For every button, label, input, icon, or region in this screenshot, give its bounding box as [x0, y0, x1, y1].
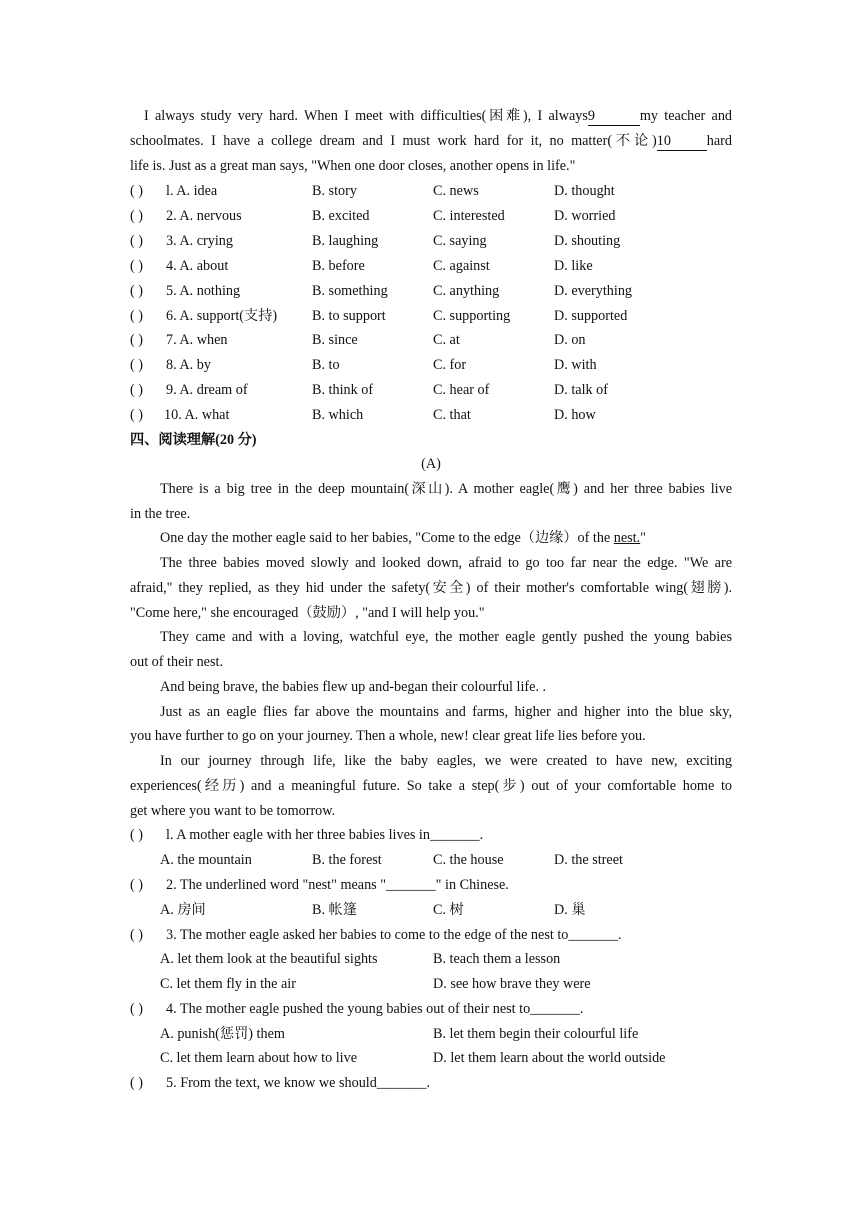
option-c: C. anything	[433, 283, 500, 299]
option-d: D. supported	[554, 308, 628, 324]
passage-line: "Come here," she encouraged（鼓励）, "and I will help you."	[130, 605, 485, 621]
question-text: l. A mother eagle with her three babies lives in_______.	[166, 827, 484, 843]
reading-question-stem	[130, 1071, 732, 1096]
underlined-word-nest: nest.	[613, 530, 641, 546]
option-d: D. worried	[554, 208, 616, 224]
cloze-question-row	[130, 328, 732, 353]
option-b: B. the forest	[312, 852, 382, 868]
option-a: 7. A. when	[166, 332, 228, 348]
reading-question-stem	[130, 923, 732, 948]
option-c: C. against	[433, 258, 490, 274]
intro-text: my teacher and	[639, 108, 733, 124]
option-a: A. 房间	[160, 902, 206, 918]
option-d: D. the street	[554, 852, 623, 868]
answer-paren: ( )	[130, 827, 143, 843]
option-c: C. the house	[433, 852, 504, 868]
passage-line: The three babies moved slowly and looked down, afraid to go too far near the edge. "We are	[160, 555, 732, 571]
answer-paren: ( )	[130, 407, 143, 423]
answer-paren: ( )	[130, 382, 143, 398]
cloze-question-row	[130, 378, 732, 403]
option-d: D. 巢	[554, 902, 586, 918]
option-b: B. something	[312, 283, 388, 299]
passage-line: out of their nest.	[130, 654, 223, 670]
option-d: D. see how brave they were	[433, 976, 591, 992]
option-b: B. excited	[312, 208, 370, 224]
option-a: 8. A. by	[166, 357, 211, 373]
passage-line: In our journey through life, like the baby eagles, we were created to have new, exciting	[160, 753, 732, 769]
cloze-question-row	[130, 304, 732, 329]
option-b: B. let them begin their colourful life	[433, 1026, 639, 1042]
option-d: D. thought	[554, 183, 615, 199]
option-b: B. teach them a lesson	[433, 951, 561, 967]
option-c: C. for	[433, 357, 467, 373]
answer-paren: ( )	[130, 233, 143, 249]
answer-paren: ( )	[130, 332, 143, 348]
intro-line-3: life is. Just as a great man says, "When one door closes, another opens in life."	[130, 158, 576, 174]
option-a: A. let them look at the beautiful sights	[160, 951, 378, 967]
option-d: D. everything	[554, 283, 633, 299]
option-a: 3. A. crying	[166, 233, 233, 249]
cloze-question-row	[130, 179, 732, 204]
option-b: B. laughing	[312, 233, 379, 249]
option-c: C. interested	[433, 208, 505, 224]
option-a: 9. A. dream of	[166, 382, 248, 398]
cloze-question-row	[130, 279, 732, 304]
option-a: A. the mountain	[160, 852, 252, 868]
option-b: B. to	[312, 357, 340, 373]
reading-question-stem	[130, 997, 732, 1022]
option-a: 4. A. about	[166, 258, 229, 274]
blank-10: 10	[657, 132, 707, 151]
option-a: 10. A. what	[164, 407, 230, 423]
option-b: B. which	[312, 407, 364, 423]
option-b: B. before	[312, 258, 365, 274]
section-heading: 四、阅读理解(20 分)	[130, 432, 257, 448]
passage-text: One day the mother eagle said to her babies, "Come to the edge（边缘）of the	[160, 530, 614, 546]
answer-paren: ( )	[130, 877, 143, 893]
passage-line: you have further to go on your journey. Then a whole, new! clear great life lies before you.	[130, 728, 646, 744]
passage-line: And being brave, the babies flew up and-began their colourful life. .	[160, 679, 547, 695]
reading-options-row	[130, 947, 732, 972]
option-b: B. 帐篷	[312, 902, 357, 918]
passage-line: Just as an eagle flies far above the mountains and farms, higher and higher into the blue sky,	[160, 704, 732, 720]
option-c: C. that	[433, 407, 471, 423]
option-c: C. hear of	[433, 382, 490, 398]
answer-paren: ( )	[130, 308, 143, 324]
option-a: 2. A. nervous	[166, 208, 242, 224]
intro-line-2	[130, 129, 732, 154]
cloze-question-row	[130, 403, 732, 428]
cloze-question-row	[130, 353, 732, 378]
option-d: D. on	[554, 332, 586, 348]
question-text: 3. The mother eagle asked her babies to come to the edge of the nest to_______.	[166, 927, 622, 943]
option-d: D. talk of	[554, 382, 608, 398]
option-c: C. let them fly in the air	[160, 976, 296, 992]
cloze-question-row	[130, 229, 732, 254]
option-d: D. shouting	[554, 233, 621, 249]
passage-line: There is a big tree in the deep mountain(深山). A mother eagle(鹰) and her three babies live	[160, 481, 732, 497]
intro-text: schoolmates. I have a college dream and I must work hard for it, no matter(不论)	[130, 133, 657, 149]
answer-paren: ( )	[130, 208, 143, 224]
reading-options-row	[130, 898, 732, 923]
option-c: C. at	[433, 332, 460, 348]
option-d: D. like	[554, 258, 593, 274]
answer-paren: ( )	[130, 258, 143, 274]
answer-paren: ( )	[130, 1001, 143, 1017]
answer-paren: ( )	[130, 1075, 143, 1091]
option-d: D. let them learn about the world outside	[433, 1050, 666, 1066]
option-c: C. news	[433, 183, 479, 199]
passage-line	[160, 526, 732, 551]
blank-9: 9	[588, 107, 640, 126]
option-a: l. A. idea	[166, 183, 218, 199]
cloze-question-row	[130, 254, 732, 279]
reading-options-row	[130, 848, 732, 873]
option-b: B. since	[312, 332, 358, 348]
passage-label: (A)	[421, 456, 441, 472]
option-a: 5. A. nothing	[166, 283, 241, 299]
answer-paren: ( )	[130, 283, 143, 299]
passage-line: experiences(经历) and a meaningful future. So take a step(步) out of your comfortable home to	[130, 778, 732, 794]
question-text: 5. From the text, we know we should_______.	[166, 1075, 431, 1091]
answer-paren: ( )	[130, 927, 143, 943]
option-b: B. story	[312, 183, 357, 199]
question-text: 2. The underlined word "nest" means "_______" in Chinese.	[166, 877, 509, 893]
option-b: B. to support	[312, 308, 386, 324]
option-c: C. let them learn about how to live	[160, 1050, 358, 1066]
option-d: D. how	[554, 407, 596, 423]
intro-text: hard	[706, 133, 732, 149]
intro-line-1	[144, 104, 732, 129]
option-a: 6. A. support(支持)	[166, 308, 278, 324]
reading-options-row	[130, 1022, 732, 1047]
reading-options-row	[130, 1046, 732, 1071]
option-b: B. think of	[312, 382, 374, 398]
question-text: 4. The mother eagle pushed the young babies out of their nest to_______.	[166, 1001, 584, 1017]
passage-line: They came and with a loving, watchful eye, the mother eagle gently pushed the young babies	[160, 629, 732, 645]
option-a: A. punish(惩罚) them	[160, 1026, 285, 1042]
answer-paren: ( )	[130, 357, 143, 373]
passage-text: "	[640, 530, 646, 546]
option-d: D. with	[554, 357, 597, 373]
reading-question-stem	[130, 873, 732, 898]
answer-paren: ( )	[130, 183, 143, 199]
intro-text: I always study very hard. When I meet with difficulties(困难), I always	[144, 108, 588, 124]
reading-question-stem	[130, 823, 732, 848]
option-c: C. supporting	[433, 308, 511, 324]
option-c: C. saying	[433, 233, 487, 249]
reading-options-row	[130, 972, 732, 997]
passage-line: in the tree.	[130, 506, 191, 522]
passage-line: get where you want to be tomorrow.	[130, 803, 336, 819]
cloze-question-row	[130, 204, 732, 229]
passage-line: afraid," they replied, as they hid under the safety(安全) of their mother's comfortable wing(翅膀).	[130, 580, 732, 596]
option-c: C. 树	[433, 902, 464, 918]
